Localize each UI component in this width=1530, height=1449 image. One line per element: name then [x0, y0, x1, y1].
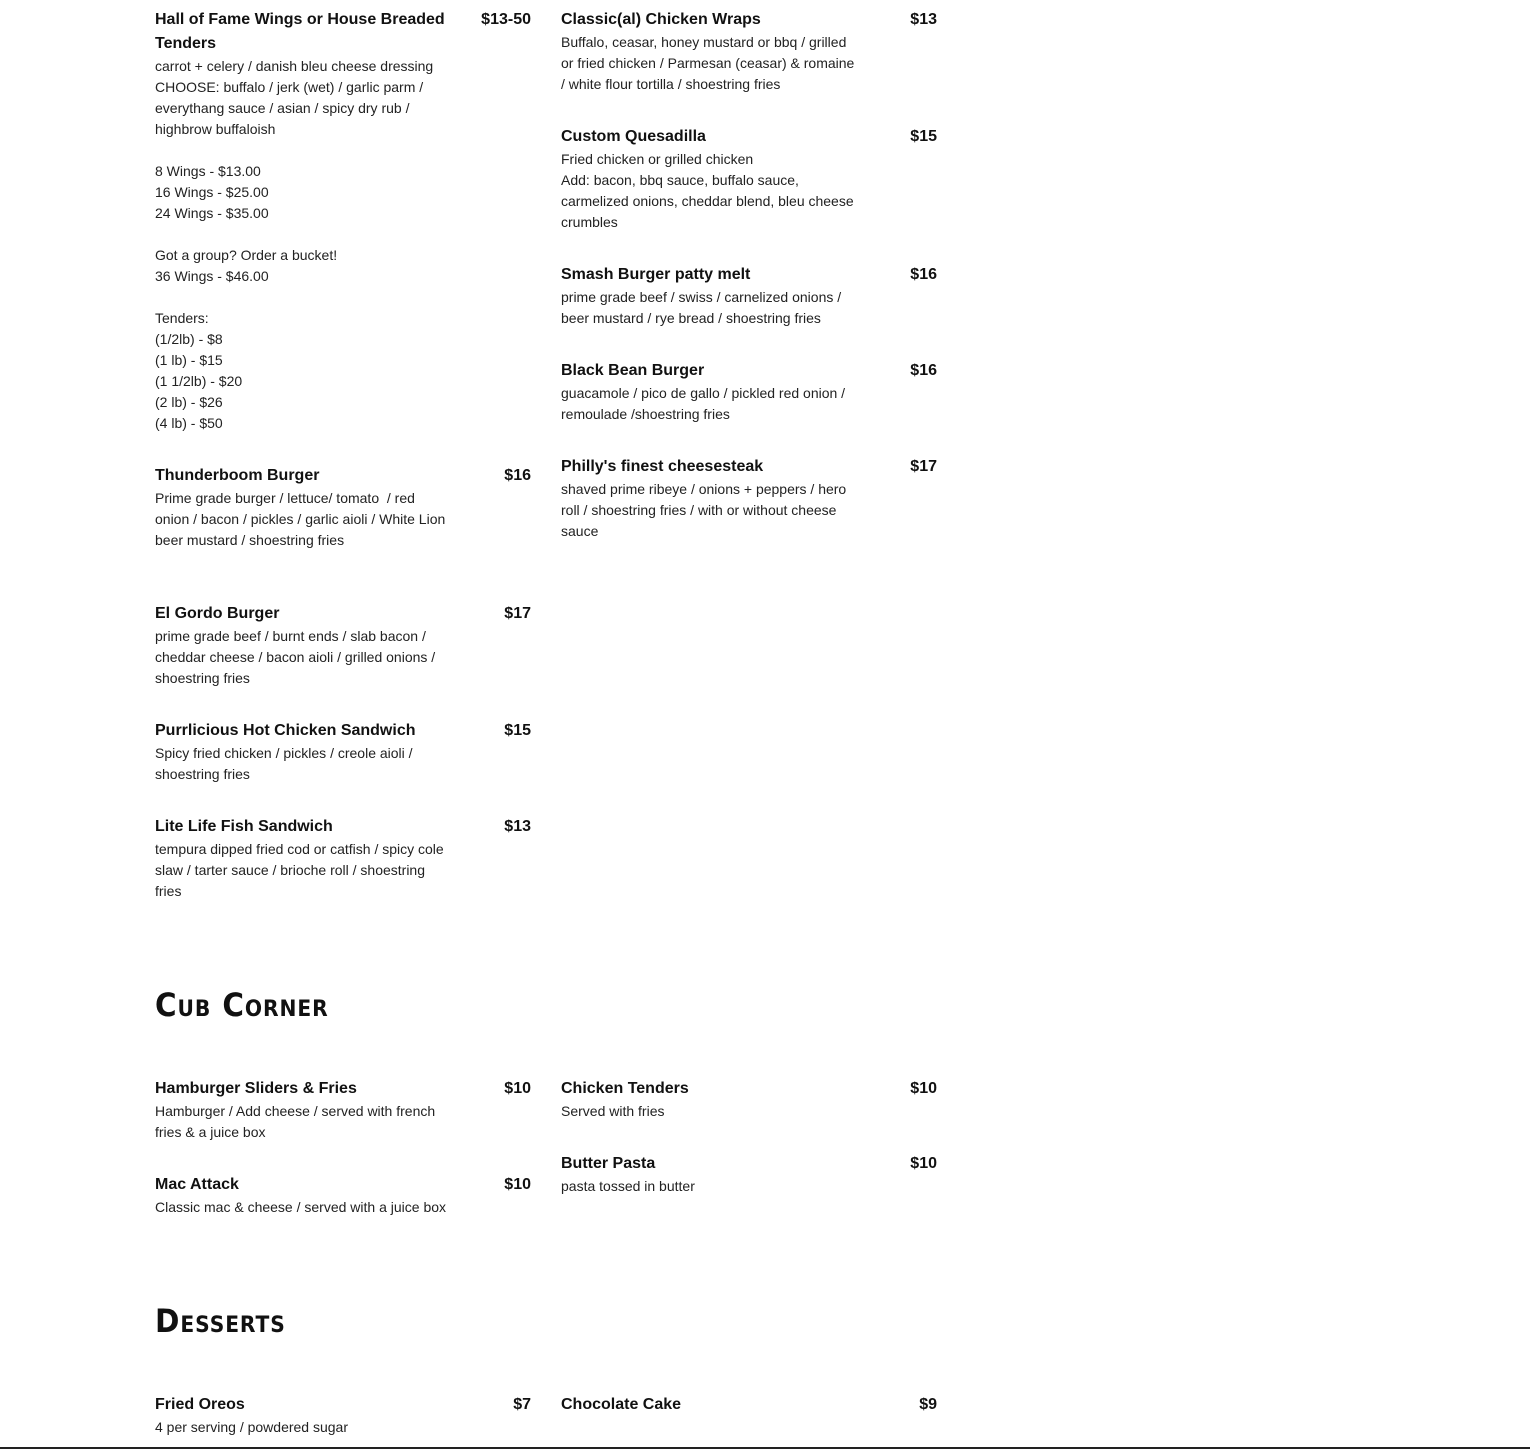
menu-item-name: Chicken Tenders — [561, 1080, 689, 1097]
menu-item-description — [561, 383, 857, 425]
menu-item-price: $10 — [504, 1176, 531, 1193]
description-line: Got a group? Order a bucket! — [155, 247, 338, 263]
description-line: 4 per serving / powdered sugar — [155, 1419, 348, 1435]
menu-item-name: Hall of Fame Wings or House Breaded Tenders — [155, 11, 445, 52]
menu-item-name: Chocolate Cake — [561, 1396, 682, 1413]
menu-item-header — [155, 1077, 531, 1101]
description-line: (1/2lb) - $8 — [155, 331, 223, 347]
menu-item-price: $13 — [504, 818, 531, 835]
description-line: pasta tossed in butter — [561, 1178, 695, 1194]
menu-item-el-gordo-burger — [155, 602, 531, 689]
description-line: 36 Wings - $46.00 — [155, 268, 269, 284]
description-line — [155, 140, 451, 161]
menu-item-header — [561, 263, 937, 287]
menu-item-price: $7 — [513, 1396, 531, 1413]
menu-item-name: Smash Burger patty melt — [561, 266, 751, 283]
menu-item-price: $17 — [910, 458, 937, 475]
menu-item-description — [155, 626, 451, 689]
description-line: 16 Wings - $25.00 — [155, 184, 269, 200]
menu-item-description — [155, 56, 451, 434]
menu-item-purrlicious-hot-chicken-sandwich — [155, 719, 531, 785]
menu-item-name: Thunderboom Burger — [155, 467, 320, 484]
menu-item-header — [155, 719, 531, 743]
menu-item-fried-oreos — [155, 1393, 531, 1438]
menu-item-description — [561, 1101, 857, 1122]
menu-item-name: Philly's finest cheesesteak — [561, 458, 764, 475]
menu-item-classical-chicken-wraps — [561, 8, 937, 95]
description-line: Tenders: — [155, 310, 209, 326]
menu-item-hall-of-fame-wings — [155, 8, 531, 434]
description-line: prime grade beef / swiss / carnelized onions / beer mustard / rye bread / shoestring fries — [561, 289, 846, 326]
description-line: Served with fries — [561, 1103, 665, 1119]
menu-item-header — [155, 1393, 531, 1417]
menu-item-header — [561, 1152, 937, 1176]
menu-item-description — [155, 488, 451, 551]
description-line: Spicy fried chicken / pickles / creole aioli / shoestring fries — [155, 745, 417, 782]
menu-item-hamburger-sliders-fries — [155, 1077, 531, 1143]
menu-item-price: $10 — [504, 1080, 531, 1097]
menu-item-chicken-tenders — [561, 1077, 937, 1122]
menu-item-header — [561, 359, 937, 383]
menu-item-thunderboom-burger — [155, 464, 531, 551]
menu-item-custom-quesadilla — [561, 125, 937, 233]
description-line — [155, 287, 451, 308]
description-line: Hamburger / Add cheese / served with french fries & a juice box — [155, 1103, 440, 1140]
menu-item-price: $16 — [910, 266, 937, 283]
menu-item-price: $16 — [504, 467, 531, 484]
menu-item-header — [561, 125, 937, 149]
description-line: guacamole / pico de gallo / pickled red onion / remoulade /shoestring fries — [561, 385, 849, 422]
description-line: Classic mac & cheese / served with a juice box — [155, 1199, 447, 1215]
menu-item-description — [561, 149, 857, 233]
menu-item-description — [155, 743, 451, 785]
menu-item-price: $17 — [504, 605, 531, 622]
menu-item-price: $13-50 — [481, 11, 531, 28]
description-line: Buffalo, ceasar, honey mustard or bbq / grilled or fried chicken / Parmesan (ceasar) & romaine / white flour tortilla / shoestring fries — [561, 34, 859, 92]
menu-item-butter-pasta — [561, 1152, 937, 1197]
description-line: tempura dipped fried cod or catfish / spicy cole slaw / tarter sauce / brioche roll / shoestring fries — [155, 841, 448, 899]
description-line: 8 Wings - $13.00 — [155, 163, 261, 179]
menu-item-description — [155, 839, 451, 902]
menu-item-price: $15 — [504, 722, 531, 739]
menu-item-header — [155, 464, 531, 488]
description-line: Add: bacon, bbq sauce, buffalo sauce, carmelized onions, cheddar blend, bleu cheese crumbles — [561, 172, 858, 230]
menu-item-description — [561, 1176, 857, 1197]
menu-item-header — [155, 1173, 531, 1197]
menu-item-name: Custom Quesadilla — [561, 128, 706, 145]
menu-item-name: Lite Life Fish Sandwich — [155, 818, 333, 835]
menu-item-price: $13 — [910, 11, 937, 28]
menu-item-description — [561, 479, 857, 542]
menu-item-name: Hamburger Sliders & Fries — [155, 1080, 357, 1097]
menu-item-lite-life-fish-sandwich — [155, 815, 531, 902]
menu-item-description — [561, 32, 857, 95]
menu-item-price: $16 — [910, 362, 937, 379]
menu-item-description — [155, 1101, 451, 1143]
description-line — [155, 224, 451, 245]
section-title-desserts: Desserts — [155, 1302, 286, 1340]
menu-item-description — [155, 1197, 451, 1218]
menu-item-header — [561, 455, 937, 479]
menu-item-mac-attack — [155, 1173, 531, 1218]
menu-item-header — [155, 602, 531, 626]
description-line: prime grade beef / burnt ends / slab bacon / cheddar cheese / bacon aioli / grilled onions / shoestring fries — [155, 628, 440, 686]
menu-item-price: $10 — [910, 1155, 937, 1172]
menu-item-chocolate-cake — [561, 1393, 937, 1417]
menu-item-name: Purrlicious Hot Chicken Sandwich — [155, 722, 416, 739]
menu-item-description — [155, 1417, 451, 1438]
section-title-cub-corner: Cub Corner — [155, 986, 329, 1024]
description-line: Fried chicken or grilled chicken — [561, 151, 754, 167]
description-line: CHOOSE: buffalo / jerk (wet) / garlic parm / everythang sauce / asian / spicy dry rub / highbrow buffaloish — [155, 79, 428, 137]
description-line: (1 lb) - $15 — [155, 352, 223, 368]
description-line: (4 lb) - $50 — [155, 415, 223, 431]
menu-item-name: Mac Attack — [155, 1176, 239, 1193]
menu-item-phillys-finest-cheesesteak — [561, 455, 937, 542]
menu-item-name: Fried Oreos — [155, 1396, 245, 1413]
description-line: 24 Wings - $35.00 — [155, 205, 269, 221]
menu-item-black-bean-burger — [561, 359, 937, 425]
menu-item-name: Classic(al) Chicken Wraps — [561, 11, 761, 28]
menu-item-header — [561, 1077, 937, 1101]
menu-item-header — [561, 8, 937, 32]
menu-item-smash-burger-patty-melt — [561, 263, 937, 329]
menu-item-header — [155, 8, 531, 56]
menu-item-name: Black Bean Burger — [561, 362, 705, 379]
description-line: (2 lb) - $26 — [155, 394, 223, 410]
menu-item-header — [155, 815, 531, 839]
description-line: carrot + celery / danish bleu cheese dressing — [155, 58, 434, 74]
menu-item-price: $10 — [910, 1080, 937, 1097]
menu-item-price: $15 — [910, 128, 937, 145]
menu-item-description — [561, 287, 857, 329]
description-line: (1 1/2lb) - $20 — [155, 373, 243, 389]
menu-item-name: Butter Pasta — [561, 1155, 656, 1172]
description-line: shaved prime ribeye / onions + peppers / hero roll / shoestring fries / with or without cheese sauce — [561, 481, 851, 539]
description-line: Prime grade burger / lettuce/ tomato / red onion / bacon / pickles / garlic aioli / White Lion beer mustard / shoestring fries — [155, 490, 450, 548]
menu-item-price: $9 — [919, 1396, 937, 1413]
menu-item-name: El Gordo Burger — [155, 605, 280, 622]
menu-item-header — [561, 1393, 937, 1417]
